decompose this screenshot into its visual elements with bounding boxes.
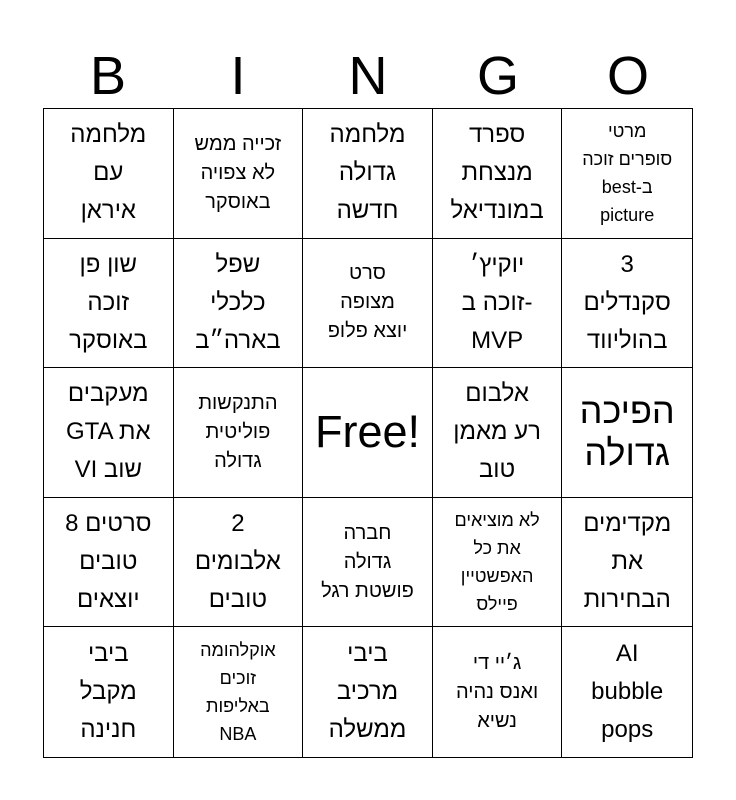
cell-text: סרטים 8 טובים יוצאים — [65, 510, 152, 614]
bingo-cell[interactable] — [433, 368, 563, 498]
free-cell[interactable] — [303, 368, 433, 498]
cell-text: AI bubble pops — [591, 640, 664, 744]
cell-text: ספרד מנצחת במונדיאל — [450, 121, 544, 225]
bingo-cell[interactable] — [433, 627, 563, 757]
bingo-card — [43, 108, 693, 758]
cell-text: התנקשות פוליטית גדולה — [198, 391, 278, 472]
cell-text: אוקלהומה זוכים באליפות NBA — [200, 640, 276, 745]
cell-text: מקדימים את הבחירות — [583, 510, 672, 614]
cell-text: סרט מצופה יוצא פלופ — [327, 262, 408, 343]
cell-text: מלחמה עם איראן — [70, 121, 147, 225]
bingo-cell[interactable] — [433, 498, 563, 628]
cell-text: מרטי סופרים זוכה ב-best picture — [582, 121, 673, 226]
bingo-cell[interactable] — [174, 627, 304, 757]
bingo-cell[interactable] — [303, 109, 433, 239]
bingo-cell[interactable] — [562, 368, 692, 498]
bingo-cell[interactable] — [562, 239, 692, 369]
bingo-cell[interactable] — [174, 498, 304, 628]
bingo-cell[interactable] — [44, 627, 174, 757]
bingo-cell[interactable] — [174, 368, 304, 498]
cell-text: ג׳יי די ואנס נהיה נשיא — [456, 651, 539, 732]
header-letter-i: I — [230, 46, 246, 106]
cell-text: 3 סקנדלים בהוליווד — [583, 250, 671, 354]
bingo-cell[interactable] — [44, 368, 174, 498]
bingo-cell[interactable] — [174, 239, 304, 369]
cell-text: הפיכה גדולה — [579, 390, 675, 474]
cell-text: חברה גדולה פושטת רגל — [321, 521, 414, 602]
header-letter-o: O — [606, 46, 649, 106]
bingo-cell[interactable] — [174, 109, 304, 239]
bingo-cell[interactable] — [303, 239, 433, 369]
cell-text: מעקבים GTA את שוב VI — [66, 380, 151, 484]
bingo-header — [43, 46, 693, 106]
header-letter-g: G — [476, 46, 519, 106]
cell-text: ביבי מרכיב ממשלה — [328, 640, 407, 744]
bingo-cell[interactable] — [44, 498, 174, 628]
bingo-cell[interactable] — [303, 627, 433, 757]
cell-text: זכייה ממש לא צפויה באוסקר — [194, 132, 282, 213]
bingo-cell[interactable] — [44, 109, 174, 239]
bingo-cell[interactable] — [562, 109, 692, 239]
cell-text: ביבי מקבל חנינה — [79, 640, 137, 744]
cell-text: 2 אלבומים טובים — [194, 510, 281, 614]
bingo-cell[interactable] — [44, 239, 174, 369]
cell-text: לא מוציאים את כל האפשטיין פיילס — [454, 510, 540, 615]
cell-text: יוקיץ׳ -זוכה ב MVP — [461, 250, 533, 354]
bingo-cell[interactable] — [562, 627, 692, 757]
cell-text: שון פן זוכה באוסקר — [69, 250, 148, 354]
cell-text: אלבום רע מאמן טוב — [453, 380, 541, 484]
bingo-cell[interactable] — [303, 498, 433, 628]
bingo-cell[interactable] — [433, 239, 563, 369]
bingo-cell[interactable] — [433, 109, 563, 239]
cell-text: מלחמה גדולה חדשה — [329, 121, 406, 225]
bingo-cell[interactable] — [562, 498, 692, 628]
free-text: Free! — [314, 406, 420, 458]
cell-text: שפל כלכלי בארה״ב — [195, 250, 281, 354]
header-letter-b: B — [89, 46, 127, 106]
header-letter-n: N — [348, 46, 388, 106]
